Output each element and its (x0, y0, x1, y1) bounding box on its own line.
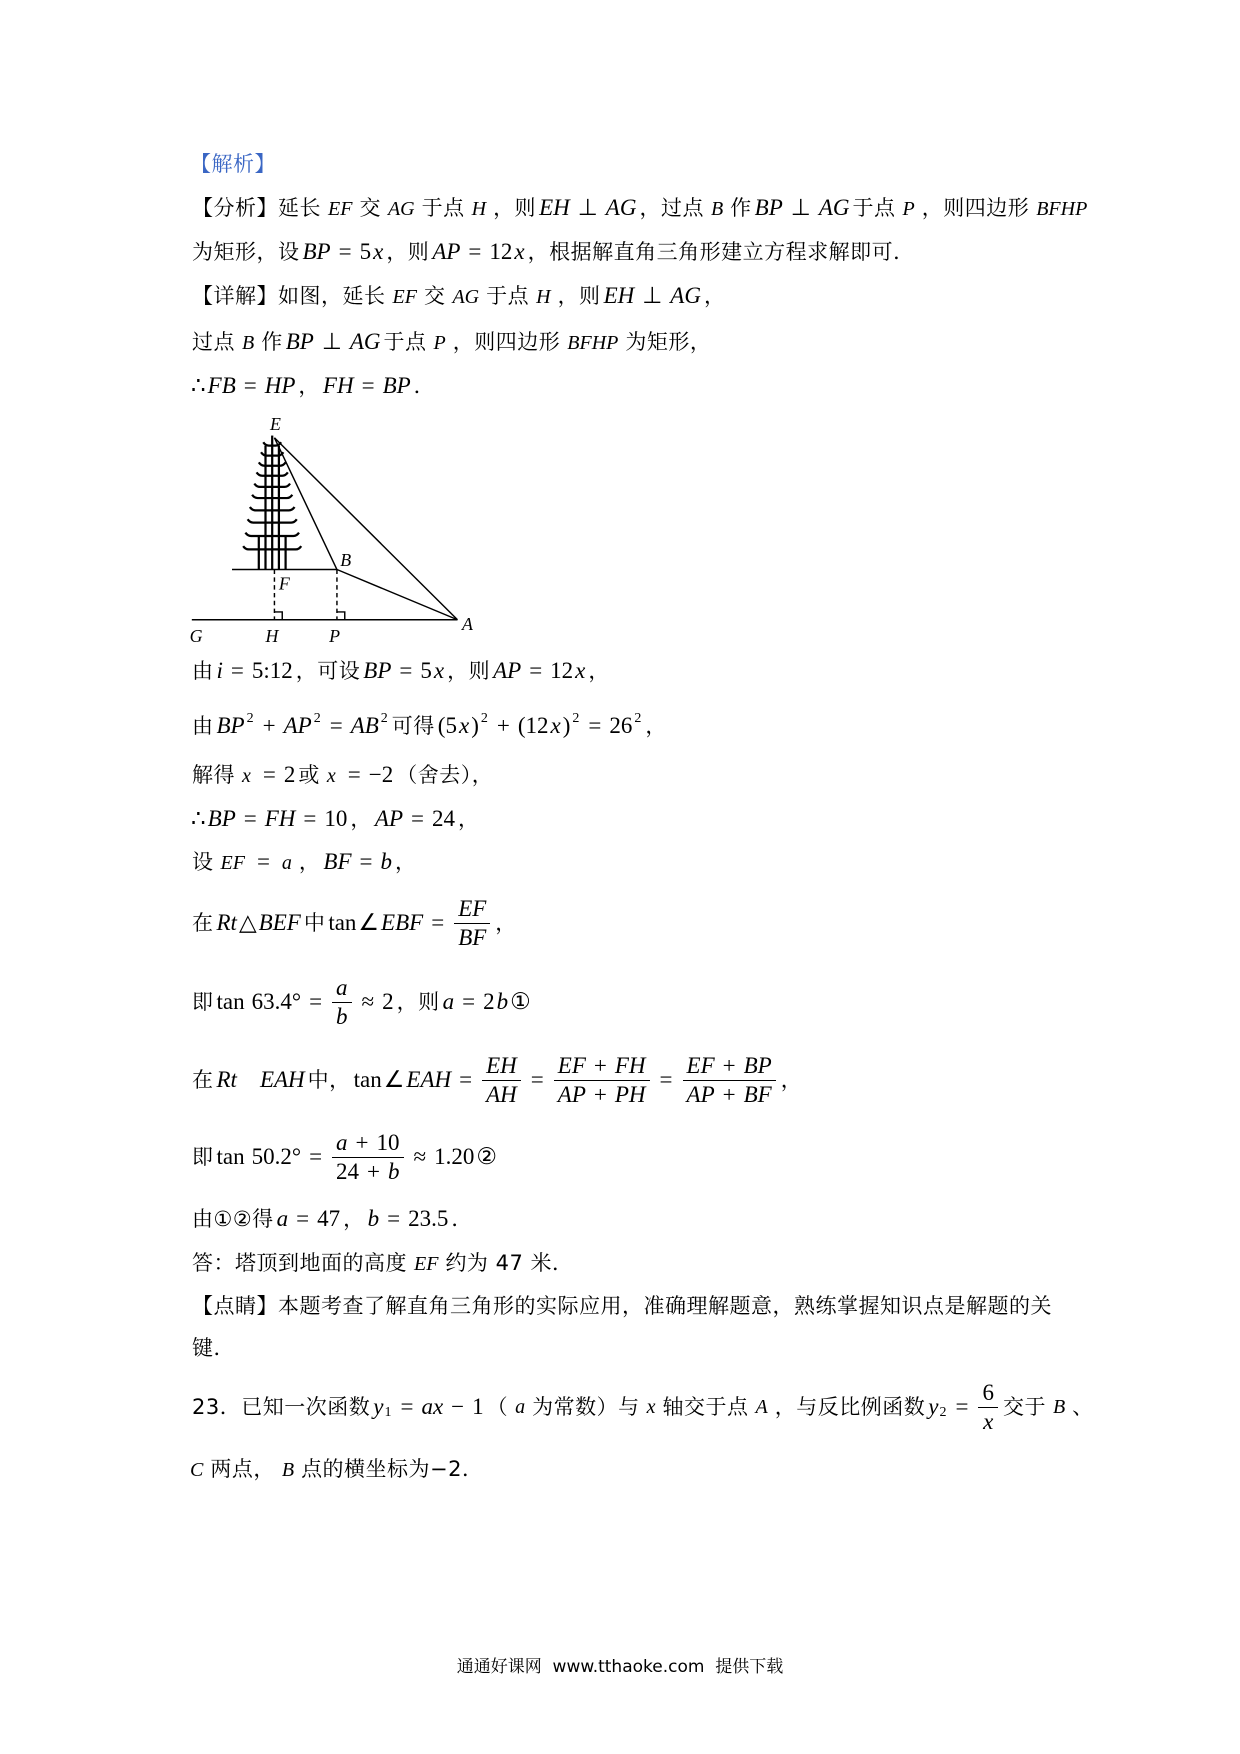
superscript: 2 (246, 711, 254, 726)
math-number: 2 (382, 989, 394, 1014)
right-angle-mark-p (337, 612, 345, 620)
math-number: −2 (368, 762, 394, 787)
math-operator: = (347, 762, 361, 787)
text-run: ． (413, 374, 436, 398)
text-run: 在 (192, 911, 214, 935)
question-line (190, 1454, 486, 1484)
math-variable: AH (486, 1081, 517, 1107)
math-variable: BFHP (1036, 198, 1088, 220)
text-run: 【详解】如图，延长 (192, 284, 386, 308)
superscript: 2 (380, 711, 388, 726)
math-number: 1 (472, 1394, 484, 1419)
math-variable: BP (743, 1052, 772, 1078)
text-run: ，则 (493, 196, 537, 220)
text-run: 交 (359, 196, 381, 220)
math-variable: FH (614, 1052, 646, 1078)
section-header: 【解析】 (190, 152, 276, 176)
math-variable: x (242, 765, 251, 787)
triangle-symbol: △ (238, 910, 257, 935)
math-variable: BEF (258, 910, 301, 935)
math-number: 6 (982, 1379, 994, 1405)
math-variable: HP (264, 373, 296, 398)
fraction-numerator (683, 1052, 776, 1080)
text-run: 两点， (210, 1457, 275, 1481)
math-operator: + (355, 1129, 369, 1155)
math-variable: BP (382, 373, 411, 398)
math-number: 26 (609, 713, 633, 738)
math-number: (5 (437, 713, 457, 738)
solution-step (190, 804, 481, 834)
equation-marker: ② (476, 1144, 498, 1169)
label-f: F (278, 573, 290, 594)
text-run: 由 (192, 659, 214, 683)
math-variable: EF (220, 852, 245, 874)
equation-marker: ① (510, 989, 531, 1014)
text-run: 中 (303, 911, 326, 935)
math-variable: x (458, 713, 470, 738)
fraction-denominator (454, 923, 490, 952)
function-name: tan (216, 989, 245, 1014)
text-run: ，与反比例函数 (774, 1395, 926, 1419)
solution-step (190, 1126, 498, 1188)
text-run: ，可设 (295, 659, 361, 683)
math-operator: = (400, 1394, 414, 1419)
therefore-symbol: ∴ (191, 806, 206, 831)
math-operator: ≈ (413, 1144, 427, 1169)
text-run: ，根据解直角三角形建立方程求解即可． (527, 240, 915, 264)
text-run: 于点 (383, 330, 427, 354)
superscript: 2 (572, 711, 580, 726)
math-variable: FB (207, 373, 236, 398)
answer-line (190, 1248, 576, 1278)
math-number: ) (562, 713, 571, 738)
math-variable: b (496, 989, 509, 1014)
math-variable: AP (686, 1081, 715, 1107)
fraction-numerator (978, 1379, 998, 1407)
text-run: ，则 (396, 990, 440, 1014)
math-number: ) (471, 713, 479, 738)
solution-step (190, 1204, 475, 1234)
math-operator: = (588, 713, 602, 738)
math-variable: EAH (406, 1067, 452, 1092)
text-run: 、 (1072, 1395, 1094, 1419)
text-run: 即 (192, 1145, 214, 1169)
text-run: 作 (730, 196, 752, 220)
label-a: A (461, 613, 473, 634)
math-operator: = (530, 1067, 544, 1092)
math-variable: AP (493, 658, 522, 683)
math-variable: A (755, 1396, 768, 1418)
text-run: 或 (298, 763, 320, 787)
math-operator: = (243, 806, 257, 831)
math-variable: AG (670, 283, 701, 308)
superscript: 2 (480, 711, 488, 726)
fraction-denominator (978, 1407, 998, 1436)
math-variable: a (515, 1396, 526, 1418)
text-run: 点的横坐标为−2． (301, 1457, 484, 1481)
math-operator: + (593, 1052, 607, 1078)
angle-symbol: ∠ (383, 1067, 405, 1092)
solution-step (190, 760, 495, 790)
math-variable: b (367, 1206, 380, 1231)
text-run: ， (645, 714, 667, 738)
math-variable: x (514, 239, 525, 264)
math-variable: x (646, 1396, 656, 1418)
text-run: 即 (192, 990, 214, 1014)
math-variable: B (1052, 1396, 1066, 1418)
text-run: ， (343, 1207, 365, 1231)
math-operator: = (243, 373, 257, 398)
text-run: ， (395, 850, 417, 874)
detail-line (190, 371, 437, 401)
math-operator: = (459, 1067, 473, 1092)
math-variable: y (928, 1394, 939, 1419)
math-number: 47 (317, 1206, 341, 1231)
text-run: ， (457, 807, 480, 831)
text-run: 约为 47 米． (445, 1251, 574, 1275)
text-run: 为矩形，设 (192, 240, 300, 264)
therefore-symbol: ∴ (191, 373, 206, 398)
math-variable: x (983, 1408, 994, 1434)
math-variable: B (281, 1459, 295, 1481)
function-name: tan (216, 1144, 245, 1169)
solution-step (190, 711, 669, 741)
math-variable: P (902, 198, 915, 220)
fraction (978, 1379, 998, 1436)
math-variable: ax (421, 1394, 444, 1419)
math-operator: ⊥ (790, 195, 811, 220)
math-operator: = (338, 239, 352, 264)
segment-ba (337, 570, 458, 620)
math-number: 50.2° (251, 1144, 302, 1169)
fraction (454, 895, 490, 952)
fraction-denominator (332, 1002, 352, 1031)
fraction-denominator (482, 1080, 521, 1109)
math-variable: P (433, 332, 446, 354)
text-run: ，过点 (639, 196, 704, 220)
math-variable: y (373, 1394, 384, 1419)
math-operator: = (462, 989, 476, 1014)
text-run: 在 (192, 1068, 214, 1092)
math-operator: = (659, 1067, 673, 1092)
math-operator: = (359, 849, 373, 874)
label-g: G (189, 626, 203, 647)
math-number: 23.5 (408, 1206, 449, 1231)
math-operator: = (296, 1206, 310, 1231)
math-variable: b (380, 849, 393, 874)
math-variable: a (442, 989, 455, 1014)
text-run: ，则四边形 (452, 330, 561, 354)
math-variable: EAH (259, 1067, 305, 1092)
math-variable: BP (216, 713, 245, 738)
math-operator: + (262, 713, 276, 738)
math-variable: EH (603, 283, 635, 308)
math-variable: AP (432, 239, 461, 264)
text-run: 答：塔顶到地面的高度 (192, 1251, 407, 1275)
math-number: 24 (336, 1158, 360, 1184)
function-name: tan (353, 1067, 382, 1092)
math-operator: + (722, 1081, 736, 1107)
fraction-numerator (482, 1052, 521, 1080)
text-run: ， (298, 374, 320, 398)
math-variable: EF (328, 198, 353, 220)
text-run: ， (703, 284, 726, 308)
fraction (332, 1129, 403, 1186)
math-number: 2 (483, 989, 495, 1014)
fraction-denominator (683, 1080, 776, 1109)
math-variable: a (281, 852, 292, 874)
text-run: ， (495, 911, 517, 935)
text-run: 交于 (1002, 1395, 1046, 1419)
math-variable: x (550, 713, 561, 738)
comment-line (190, 1333, 237, 1363)
text-run: 于点 (421, 196, 465, 220)
math-variable: EH (486, 1052, 517, 1078)
math-operator: ≈ (361, 989, 375, 1014)
fraction-numerator (554, 1052, 650, 1080)
math-variable: x (373, 239, 384, 264)
math-number: 1.20 (434, 1144, 475, 1169)
text-run: 由①②得 (192, 1207, 274, 1231)
math-variable: BP (285, 329, 314, 354)
solution-step (190, 971, 532, 1033)
math-variable: EF (392, 286, 417, 308)
text-run: 解得 (192, 763, 235, 787)
superscript: 2 (634, 711, 642, 726)
comment-line (190, 1291, 1054, 1321)
text-run: 设 (192, 850, 214, 874)
math-variable: AP (557, 1081, 586, 1107)
question-line (190, 1376, 1096, 1438)
math-number: 5:12 (251, 658, 293, 683)
math-operator: = (468, 239, 482, 264)
math-operator: = (361, 373, 375, 398)
fraction (332, 974, 352, 1031)
solution-step (190, 847, 419, 877)
math-operator: ⊥ (577, 195, 598, 220)
math-number: 63.4° (251, 989, 302, 1014)
math-number: 24 (431, 806, 455, 831)
math-operator: = (309, 1144, 323, 1169)
analysis-line (190, 237, 917, 267)
math-variable: b (388, 1158, 400, 1184)
segment-ea (274, 438, 457, 620)
math-operator: + (496, 713, 510, 738)
angle-symbol: ∠ (358, 910, 380, 935)
math-variable: a (276, 1206, 289, 1231)
math-variable: EF (458, 895, 487, 921)
text-run: ，则 (557, 284, 601, 308)
math-variable: EF (557, 1052, 586, 1078)
detail-line (190, 327, 713, 357)
label-b: B (340, 550, 352, 571)
analysis-line (190, 193, 1092, 223)
label-h: H (265, 626, 279, 647)
solution-step (190, 892, 519, 954)
math-operator: = (309, 989, 323, 1014)
math-number: 12 (489, 239, 513, 264)
fraction (482, 1052, 521, 1109)
math-variable: AG (818, 195, 850, 220)
math-operator: − (451, 1394, 465, 1419)
math-variable: EH (539, 195, 570, 220)
math-number: 10 (324, 806, 348, 831)
math-operator: = (256, 849, 270, 874)
math-variable: PH (614, 1081, 646, 1107)
solution-step (190, 656, 612, 686)
math-number: (12 (517, 713, 549, 738)
fraction-denominator (332, 1157, 403, 1186)
math-variable: i (216, 658, 223, 683)
label-e: E (269, 413, 281, 434)
math-operator: + (722, 1052, 736, 1078)
math-variable: a (336, 974, 348, 1000)
math-operator: = (262, 762, 276, 787)
math-variable: EF (414, 1253, 439, 1275)
right-angle-mark-h (274, 612, 282, 620)
math-number: 2 (283, 762, 296, 787)
text-run: 中， (307, 1068, 351, 1092)
text-run: 为常数）与 (532, 1395, 640, 1419)
text-run: （舍去）， (396, 763, 494, 787)
math-operator: = (399, 658, 413, 683)
math-operator: = (431, 910, 445, 935)
text-run: 作 (261, 330, 283, 354)
superscript: 2 (313, 711, 321, 726)
math-operator: = (411, 806, 424, 831)
math-variable: AG (387, 198, 415, 220)
math-variable: AP (374, 806, 403, 831)
math-variable: FH (264, 806, 296, 831)
math-variable: H (536, 286, 551, 308)
text-run: 23．已知一次函数 (192, 1395, 371, 1419)
pagoda-geometry-figure (184, 411, 491, 651)
math-variable: AP (283, 713, 312, 738)
math-variable: BF (458, 924, 487, 950)
math-number: 5 (420, 658, 432, 683)
text-run: 键． (192, 1336, 235, 1360)
text-run: 可得 (391, 714, 435, 738)
math-variable: B (710, 198, 724, 220)
text-run: ， (298, 850, 321, 874)
math-variable: Rt (216, 1067, 237, 1092)
text-run: ， (780, 1068, 803, 1092)
math-number: 10 (376, 1129, 400, 1155)
fraction (683, 1052, 776, 1109)
math-variable: Rt (216, 910, 237, 935)
math-operator: ⊥ (642, 283, 663, 308)
math-variable: x (575, 658, 586, 683)
math-variable: x (326, 765, 336, 787)
text-run: 为矩形， (625, 330, 712, 354)
math-variable: BP (302, 239, 331, 264)
math-variable: EF (686, 1052, 715, 1078)
math-variable: a (336, 1129, 348, 1155)
text-run: 【分析】延长 (192, 196, 321, 220)
page-footer: 通通好课网 www.tthaoke.com 提供下载 (456, 1657, 784, 1677)
text-run: ． (451, 1207, 473, 1231)
text-run: ， (588, 659, 610, 683)
math-number: 5 (359, 239, 372, 264)
label-p: P (329, 626, 341, 647)
math-variable: BF (323, 849, 352, 874)
text-run: ， (350, 807, 372, 831)
math-variable: H (471, 198, 487, 220)
math-operator: = (230, 658, 244, 683)
math-number: 12 (550, 658, 574, 683)
math-variable: BP (207, 806, 236, 831)
subscript: 1 (384, 1405, 392, 1420)
text-run: 于点 (852, 196, 896, 220)
math-variable: b (336, 1003, 348, 1029)
text-run: 过点 (192, 330, 235, 354)
math-variable: AB (350, 713, 379, 738)
math-variable: BFHP (567, 332, 619, 354)
math-operator: = (387, 1206, 401, 1231)
math-operator: ⊥ (321, 329, 342, 354)
math-variable: C (190, 1459, 204, 1481)
text-run: ，则 (386, 240, 430, 264)
text-run: 交 (423, 284, 446, 308)
math-variable: BP (754, 195, 783, 220)
fraction (554, 1052, 650, 1109)
math-variable: BF (743, 1081, 772, 1107)
math-variable: FH (322, 373, 354, 398)
fraction-denominator (554, 1080, 650, 1109)
text-run: 轴交于点 (662, 1395, 749, 1419)
math-operator: = (529, 658, 543, 683)
math-operator: = (303, 806, 317, 831)
text-run: （ (486, 1395, 509, 1419)
math-variable: BP (363, 658, 392, 683)
text-run: ，则四边形 (921, 196, 1030, 220)
fraction-numerator (454, 895, 490, 923)
math-variable: AG (349, 329, 381, 354)
math-operator: = (955, 1394, 969, 1419)
fraction-numerator (332, 974, 352, 1002)
math-variable: AG (605, 195, 637, 220)
math-variable: x (433, 658, 445, 683)
subscript: 2 (939, 1405, 947, 1420)
math-operator: = (329, 713, 343, 738)
text-run: 【点睛】本题考查了解直角三角形的实际应用，准确理解题意，熟练掌握知识点是解题的关 (192, 1294, 1052, 1318)
detail-line (190, 281, 727, 311)
text-run: 由 (192, 714, 214, 738)
text-run: 于点 (486, 284, 530, 308)
solution-step (190, 1049, 804, 1111)
math-variable: B (242, 332, 255, 354)
math-variable: AG (452, 286, 480, 308)
math-variable: EBF (381, 910, 424, 935)
math-operator: + (593, 1081, 607, 1107)
text-run: ，则 (447, 659, 491, 683)
math-operator: + (367, 1158, 381, 1184)
function-name: tan (328, 910, 357, 935)
fraction-numerator (332, 1129, 403, 1157)
